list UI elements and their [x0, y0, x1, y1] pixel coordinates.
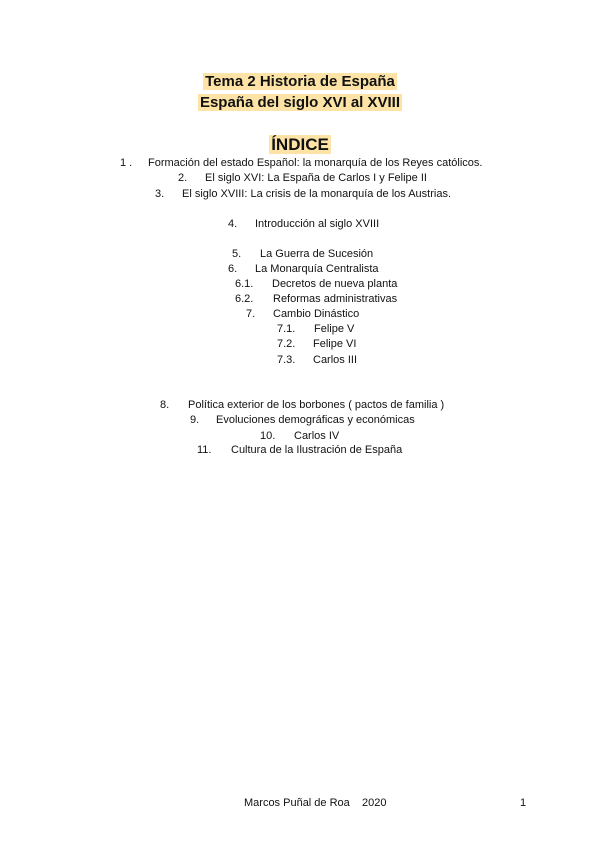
footer-author-year: Marcos Puñal de Roa 2020 [244, 797, 387, 809]
item-number: 9. [190, 414, 200, 426]
item-number: 6.1. [235, 278, 254, 290]
list-item: El siglo XVIII: La crisis de la monarquía de los Austrias. [182, 188, 452, 200]
page-number: 1 [520, 797, 527, 809]
item-number: 1 . [120, 157, 133, 169]
list-item: Evoluciones demográficas y económicas [216, 414, 415, 426]
list-item: Decretos de nueva planta [272, 278, 398, 290]
list-item: Carlos IV [294, 430, 340, 442]
item-number: 7.2. [277, 338, 296, 350]
document-title: Tema 2 Historia de España [205, 73, 395, 90]
item-number: 7.1. [277, 323, 296, 335]
list-item: El siglo XVI: La España de Carlos I y Felipe II [205, 172, 427, 184]
item-number: 2. [178, 172, 188, 184]
list-item: La Guerra de Sucesión [260, 248, 374, 260]
item-number: 6.2. [235, 293, 254, 305]
list-item: Felipe V [314, 323, 355, 335]
item-number: 11. [197, 444, 212, 456]
item-number: 8. [160, 399, 170, 411]
item-number: 7.3. [277, 354, 296, 366]
list-item: Introducción al siglo XVIII [255, 218, 380, 230]
list-item: Política exterior de los borbones ( pactos de familia ) [188, 399, 445, 411]
item-number: 3. [155, 188, 165, 200]
item-number: 10. [260, 430, 276, 442]
item-number: 6. [228, 263, 238, 275]
document-subtitle: España del siglo XVI al XVIII [199, 94, 401, 111]
item-number: 5. [232, 248, 242, 260]
list-item: Formación del estado Español: la monarquía de los Reyes católicos. [148, 157, 483, 169]
list-item: La Monarquía Centralista [255, 263, 379, 275]
item-number: 4. [228, 218, 238, 230]
list-item: Cambio Dinástico [273, 308, 360, 320]
item-number: 7. [246, 308, 256, 320]
index-heading: ÍNDICE [271, 135, 329, 154]
list-item: Cultura de la Ilustración de España [231, 444, 403, 456]
list-item: Carlos III [313, 354, 358, 366]
list-item: Reformas administrativas [273, 293, 398, 305]
list-item: Felipe VI [313, 338, 357, 350]
